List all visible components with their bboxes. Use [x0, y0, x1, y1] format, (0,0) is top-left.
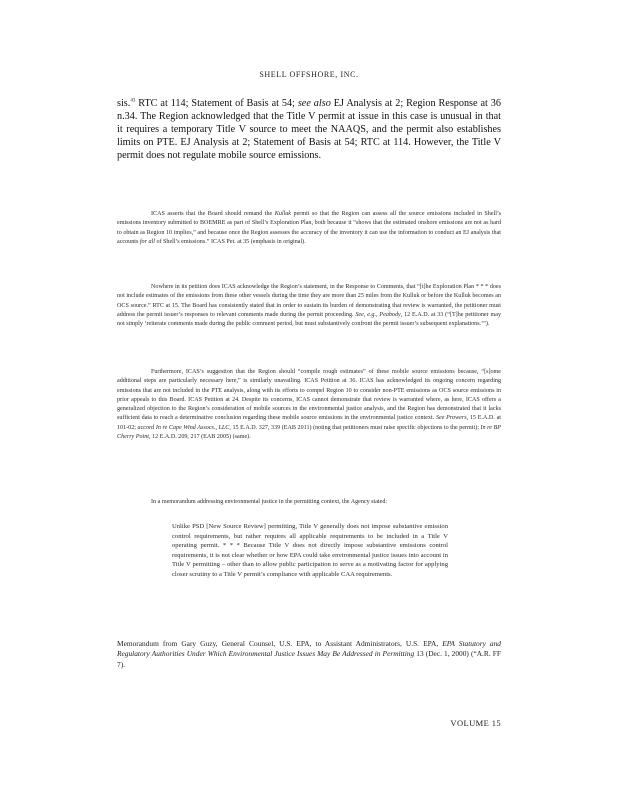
footnote-3-text-a: Furthermore, ICAS’s suggestion that the Region should “compile rough estimates” of these mobile source emissions because, “[s]ome additional steps are particularly necessary here,” is similarly unavailing. ICAS Petition at 36. ICAS has acknowledged its ongoing concern regarding emissions that are not included in the PTE analysis, along with its efforts to compel Region 10 to consider non-PTE emissions as OCS source emissions in prior appeals to this Board. ICAS Petition at 24. Despite its concerns, ICAS cannot demonstrate that review is warranted where, as here, ICAS offers a generalized objection to the Region’s consideration of mobile sources in the environmental justice analysis, and the Region has demonstrated that it lacks sufficient data to reach a determinative conclusion regarding these mobile source emissions in the environmental justice context.: [117, 369, 501, 422]
footnote-icas-assertion: [117, 210, 501, 247]
footnote-5-text-b: 13 (Dec. 1, 2000) (“A.R. FF 7).: [117, 649, 501, 669]
footnote-1-text-a: ICAS asserts that the Board should remand the: [151, 211, 275, 217]
volume-label: VOLUME 15: [450, 718, 501, 728]
footnote-reference: 43: [130, 98, 136, 104]
footnote-memorandum-intro: In a memorandum addressing environmental justice in the permitting context, the Agency stated:: [151, 499, 388, 505]
footnote-3-bp-cherry-point: In re BP Cherry Point: [117, 424, 502, 441]
footnote-1-text-c: of Shell’s emissions.” ICAS Pet. at 35 (emphasis in original).: [154, 238, 306, 245]
main-text-part2: RTC at 114; Statement of Basis at 54;: [135, 98, 298, 109]
footnote-3-text-d: , 12 E.A.D. 209, 217 (EAB 2005) (same).: [149, 434, 251, 441]
running-head: SHELL OFFSHORE, INC.: [259, 70, 359, 79]
footnote-memorandum-citation: [117, 639, 501, 670]
footnote-3-see: See: [435, 415, 445, 422]
footnote-2-text-b: , 12 E.A.D. at 33 (“[T]he petitioner may not simply ‘reiterate comments made during the public comment period, but must substantively confront the permit issuer’s subsequent explanations.’”).: [117, 311, 501, 328]
footnote-3-accord: accord: [137, 424, 155, 431]
block-quote: Unlike PSD [New Source Review] permitting, Title V generally does not impose substantive emission control requirements, but rather requires all applicable requirements to be included in a Title V operating permit. * * * Because Title V does not directly impose substantive emissions control requirements, it is not clear whether or how EPA could take environmental justice issues into account in Title V permitting – other than to allow public participation to serve as a motivating factor for applying closer scrutiny to a Title V permit’s compliance with applicable CAA requirements.: [172, 523, 448, 578]
footnote-5-text-a: Memorandum from Gary Guzy, General Counsel, U.S. EPA, to Assistant Administrators, U.S. EPA,: [117, 639, 443, 648]
footnote-response-to-comments: Nowhere in its petition does ICAS acknowledge the Region’s statement, in the Response to Comments, that “[t]he Exploration Plan * * * does not include estimates of the emissions from these other vessels during the time they are more than 25 miles from the Kulluk or before the Kulluk becomes an OCS source.” RTC at 15. The Board has consistently stated that in order to sustain its burden of demonstrating that review is warranted, the petitioner must address the permit issuer’s responses to relevant comments made during the permit proceeding. See, e.g., Peabody, 12 E.A.D. at 33 (“[T]he petitioner may not simply ‘reiterate comments made during the public comment period, but must substantively confront the permit issuer’s subsequent explanations.’”).: [117, 284, 501, 328]
footnote-3-text-b: , 15 E.A.D. at 101-02;: [117, 415, 501, 431]
footnote-2-peabody: Peabody: [379, 311, 401, 318]
footnote-2-text-a: Nowhere in its petition does ICAS acknowledge the Region’s statement, in the Response to Comments, that “[t]he Exploration Plan * * * does not include estimates of the emissions from these other vessels during the time they are more than 25 miles from the Kulluk or before the Kulluk becomes an OCS source.” RTC at 15. The Board has consistently stated that in order to sustain its burden of demonstrating that review is warranted, the petitioner must address the permit issuer’s responses to relevant comments made during the permit proceeding.: [117, 284, 501, 318]
main-paragraph: [117, 97, 501, 162]
footnote-3-cape-wind: In re Cape Wind Assocs., LLC: [155, 424, 230, 431]
footnote-3-text-c: , 15 E.A.D. 327, 339 (EAB 2011) (noting that petitioners must raise specific objections to the permit);: [229, 424, 481, 431]
main-text-part3: EJ Analysis at 2; Region Response at 36 n.34. The Region acknowledged that the Title V permit at issue in this case is unusual in that it requires a temporary Title V source to meet the NAAQS, and the permit also establishes limits on PTE. EJ Analysis at 2; Statement of Basis at 54; RTC at 114. However, the Title V permit does not regulate mobile source emissions.: [117, 98, 501, 162]
footnote-2-see-eg: See, e.g.: [355, 311, 377, 318]
footnote-3-prowers: Prowers: [446, 415, 467, 422]
footnote-5-title: EPA Statutory and Regulatory Authorities Under Which Environmental Justice Issues May Be Addressed in Permitting: [117, 639, 501, 659]
footnote-1-kulluk: Kulluk: [274, 211, 292, 217]
footnote-1-text-b: permit so that the Region can assess all the source emissions included in Shell’s emissions inventory submitted to BOEMRE as part of Shell’s Exploration Plan, both because it “shows that the estimated onshore emissions are not as hard to obtain as Region 10 implies,” and because once the Region assesses the accuracy of the inventory it can use the information to conduct an EJ analysis that accounts: [117, 211, 501, 245]
main-text-part1: sis.: [117, 98, 131, 109]
main-text-see-also: see also: [297, 98, 331, 109]
footnote-mobile-sources: [117, 368, 501, 442]
footnote-1-emphasis: for all: [139, 238, 155, 245]
